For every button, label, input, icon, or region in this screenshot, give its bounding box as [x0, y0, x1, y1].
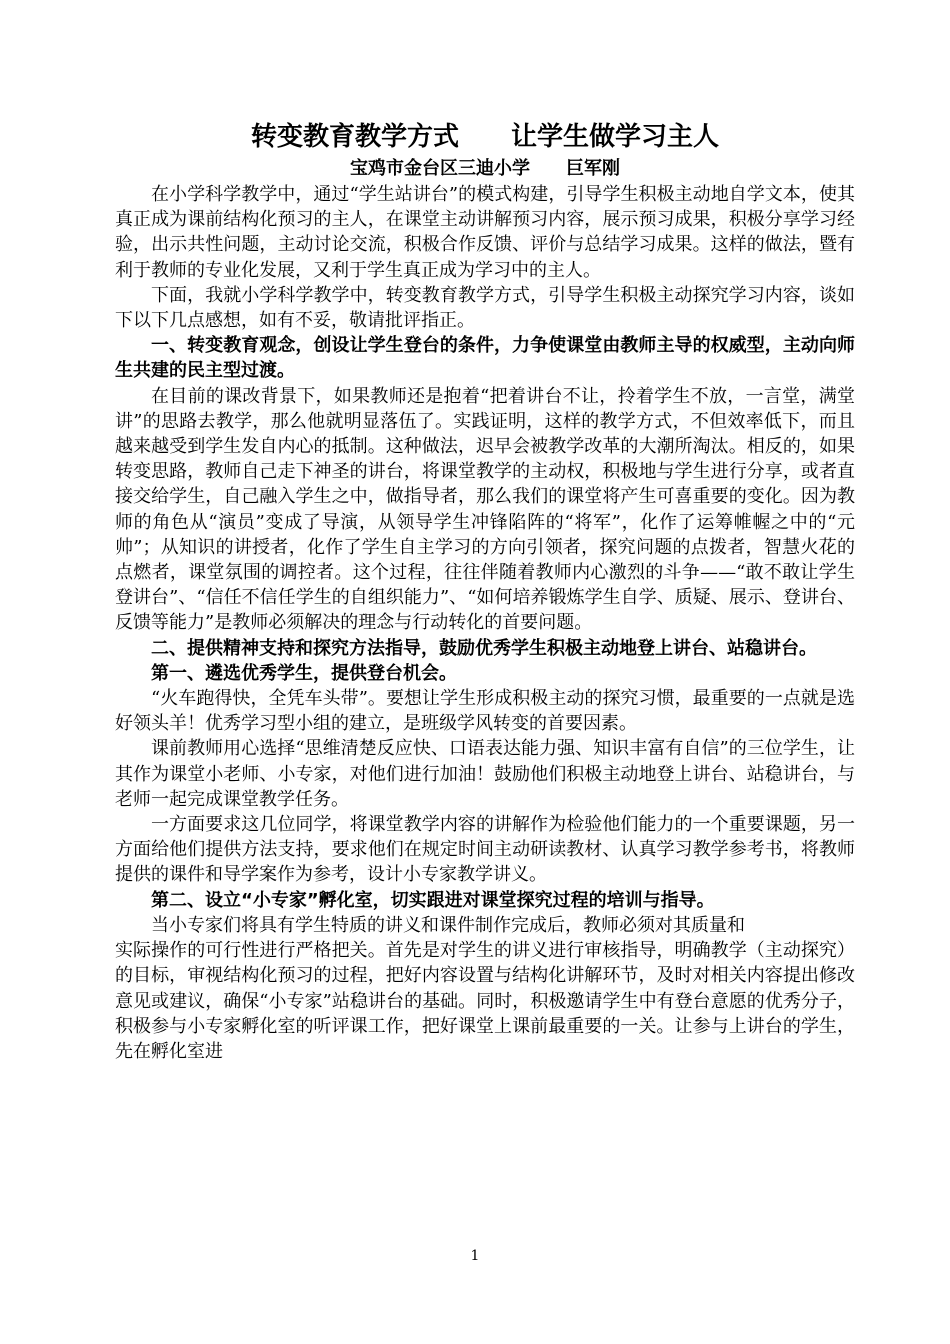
document-page — [115, 118, 855, 1064]
body-paragraph: 下面，我就小学科学教学中，转变教育教学方式，引导学生积极主动探究学习内容，谈如下以下几点感想，如有不妥，敬请批评指正。 — [115, 284, 855, 332]
document-title: 转变教育教学方式 让学生做学习主人 — [250, 122, 719, 152]
section-heading: 第二、设立“小专家”孵化室，切实跟进对课堂探究过程的培训与指导。 — [151, 889, 715, 911]
author-byline: 宝鸡市金台区三迪小学 巨军刚 — [350, 158, 620, 179]
section-heading: 二、提供精神支持和探究方法指导，鼓励优秀学生积极主动地登上讲台、站稳讲台。 — [151, 637, 817, 659]
document-body — [115, 182, 855, 1064]
section-heading: 一、转变教育观念，创设让学生登台的条件，力争使课堂由教师主导的权威型，主动向师生共建的民主型过渡。 — [115, 335, 855, 382]
body-paragraph: 课前教师用心选择“思维清楚反应快、口语表达能力强、知识丰富有自信”的三位学生，让其作为课堂小老师、小专家，对他们进行加油！鼓励他们积极主动地登上讲台、站稳讲台，与老师一起完成课堂教学任务。 — [115, 738, 855, 810]
body-paragraph: “火车跑得快，全凭车头带”。要想让学生形成积极主动的探究习惯，最重要的一点就是选好领头羊！优秀学习型小组的建立，是班级学风转变的首要因素。 — [115, 688, 855, 735]
page-number: 1 — [470, 1248, 480, 1264]
body-paragraph: 一方面要求这几位同学，将课堂教学内容的讲解作为检验他们能力的一个重要课题，另一方面给他们提供方法支持，要求他们在规定时间主动研读教材、认真学习教学参考书，将教师提供的课件和导学案作为参考，设计小专家教学讲义。 — [115, 814, 855, 886]
body-paragraph: 当小专家们将具有学生特质的讲义和课件制作完成后，教师必须对其质量和 — [151, 914, 745, 936]
body-paragraph: 在小学科学教学中，通过“学生站讲台”的模式构建，引导学生积极主动地自学文本，使其真正成为课前结构化预习的主人，在课堂主动讲解预习内容，展示预习成果，积极分享学习经验，出示共性问题，主动讨论交流，积极合作反馈、评价与总结学习成果。这样的做法，暨有利于教师的专业化发展，又利于学生真正成为学习中的主人。 — [115, 184, 855, 281]
section-heading: 第一、遴选优秀学生，提供登台机会。 — [151, 662, 457, 684]
body-paragraph: 在目前的课改背景下，如果教师还是抱着“把着讲台不让，拎着学生不放，一言堂，满堂讲”的思路去教学，那么他就明显落伍了。实践证明，这样的教学方式，不但效率低下，而且越来越受到学生发自内心的抵制。这种做法，迟早会被教学改革的大潮所淘汰。相反的，如果转变思路，教师自己走下神圣的讲台，将课堂教学的主动权，积极地与学生进行分享，或者直接交给学生，自己融入学生之中，做指导者，那么我们的课堂将产生可喜重要的变化。因为教师的角色从“演员”变成了导演，从领导学生冲锋陷阵的“将军”，化作了运筹帷幄之中的“元帅”；从知识的讲授者，化作了学生自主学习的方向引领者，探究问题的点拨者，智慧火花的点燃者，课堂氛围的调控者。这个过程，往往伴随着教师内心激烈的斗争——“敢不敢让学生登讲台”、“信任不信任学生的自组织能力”、“如何培养锻炼学生自学、质疑、展示、登讲台、反馈等能力”是教师必须解决的理念与行动转化的首要问题。 — [115, 385, 855, 634]
body-paragraph: 实际操作的可行性进行严格把关。首先是对学生的讲义进行审核指导，明确教学（主动探究）的目标，审视结构化预习的过程，把好内容设置与结构化讲解环节，及时对相关内容提出修改意见或建议，确保“小专家”站稳讲台的基础。同时，积极邀请学生中有登台意愿的优秀分子，积极参与小专家孵化室的听评课工作，把好课堂上课前最重要的一关。让参与上讲台的学生，先在孵化室进 — [115, 940, 855, 1062]
